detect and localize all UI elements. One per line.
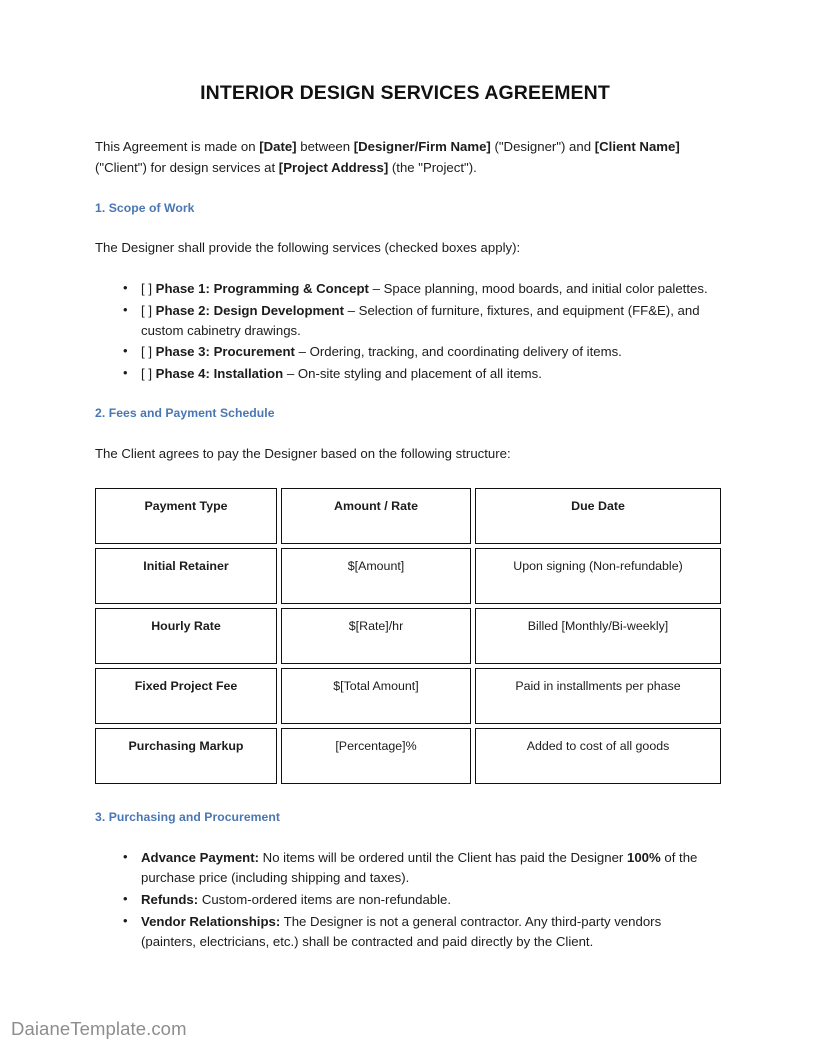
checkbox-placeholder[interactable]: [ ] [141,366,156,382]
cell-due-date: Added to cost of all goods [475,728,721,784]
cell-amount-rate: $[Amount] [281,548,471,604]
cell-payment-type: Hourly Rate [95,608,277,664]
intro-text-5: (the "Project"). [388,159,477,175]
section1-lead-text: The Designer shall provide the following services (checked boxes apply): [95,240,521,256]
checkbox-placeholder[interactable]: [ ] [141,302,156,318]
term-text-b: of the purchase price (including shipping and taxes). [141,850,698,886]
term-label: Vendor Relationships: [141,913,281,929]
page-title: INTERIOR DESIGN SERVICES AGREEMENT [200,82,610,104]
list-item [141,848,715,888]
cell-payment-type: Purchasing Markup [95,728,277,784]
agreement-intro-paragraph [95,137,715,178]
term-text-a: Custom-ordered items are non-refundable. [198,891,452,907]
placeholder-date: [Date] [259,139,297,155]
placeholder-project-address: [Project Address] [278,159,389,175]
list-item [141,890,715,910]
cell-amount-rate: $[Rate]/hr [281,608,471,664]
section-heading-purchasing-procurement: 3. Purchasing and Procurement [95,810,280,825]
cell-payment-type: Initial Retainer [95,548,277,604]
intro-text-2: between [296,139,354,155]
term-emphasis: 100% [626,850,661,866]
list-item [141,912,715,952]
table-row [95,548,721,604]
fees-table [91,484,725,788]
list-item [141,342,715,362]
table-row [95,608,721,664]
phase-description: – On-site styling and placement of all items. [283,366,542,382]
site-watermark: DaianeTemplate.com [11,1018,187,1039]
phase-description: – Selection of furniture, fixtures, and equipment (FF&E), and custom cabinetry drawings. [141,302,700,338]
cell-due-date: Paid in installments per phase [475,668,721,724]
section2-lead-text: The Client agrees to pay the Designer based on the following structure: [95,445,511,461]
section-heading-scope-of-work: 1. Scope of Work [95,200,195,215]
scope-of-work-list [95,279,715,384]
placeholder-client-name: [Client Name] [594,139,680,155]
term-label: Advance Payment: [141,850,259,866]
phase-label: Phase 3: Procurement [155,344,295,360]
table-row [95,668,721,724]
purchasing-procurement-list [95,848,715,951]
column-header-amount-rate: Amount / Rate [281,488,471,544]
term-text-a: The Designer is not a general contractor. Any third-party vendors (painters, electricians, etc.) shall be contracted and paid directly by the Client. [141,913,662,949]
checkbox-placeholder[interactable]: [ ] [141,344,156,360]
document-body [95,82,715,973]
phase-label: Phase 4: Installation [155,366,284,382]
cell-due-date: Billed [Monthly/Bi-weekly] [475,608,721,664]
term-text-a: No items will be ordered until the Client has paid the Designer [259,850,627,866]
cell-amount-rate: [Percentage]% [281,728,471,784]
section-heading-fees-and-payment: 2. Fees and Payment Schedule [95,406,275,421]
placeholder-designer-name: [Designer/Firm Name] [353,139,491,155]
column-header-payment-type: Payment Type [95,488,277,544]
list-item [141,301,715,341]
column-header-due-date: Due Date [475,488,721,544]
intro-text-4: ("Client") for design services at [95,159,279,175]
phase-label: Phase 2: Design Development [155,302,345,318]
phase-description: – Space planning, mood boards, and initial color palettes. [368,281,708,297]
intro-text-1: This Agreement is made on [95,139,260,155]
list-item [141,279,715,299]
fees-table-header [95,488,721,544]
phase-label: Phase 1: Programming & Concept [155,281,369,297]
list-item [141,364,715,384]
checkbox-placeholder[interactable]: [ ] [141,281,156,297]
intro-text-3: ("Designer") and [490,139,595,155]
cell-amount-rate: $[Total Amount] [281,668,471,724]
cell-due-date: Upon signing (Non-refundable) [475,548,721,604]
fees-table-body [95,548,721,784]
table-row [95,728,721,784]
cell-payment-type: Fixed Project Fee [95,668,277,724]
term-label: Refunds: [141,891,199,907]
table-header-row [95,488,721,544]
phase-description: – Ordering, tracking, and coordinating delivery of items. [294,344,622,360]
